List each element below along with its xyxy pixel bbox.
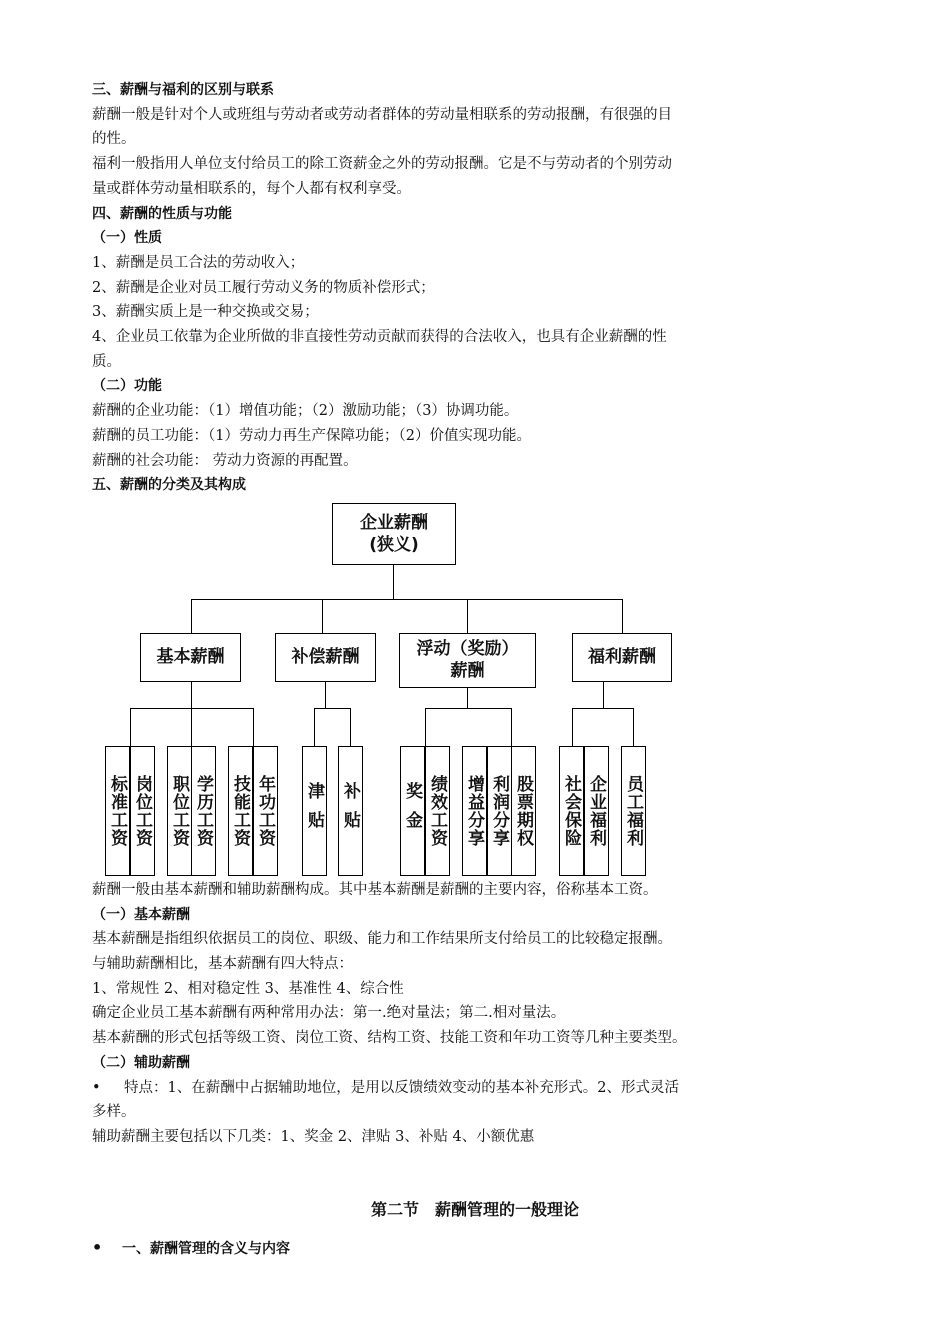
section-2-item-1 [92,1238,290,1258]
stock-option-label: 股票期权 [513,774,533,847]
connector [572,708,573,746]
performance-wage-label: 绩效工资 [427,774,447,847]
basic-salary-features: 1、常规性 2、相对稳定性 3、基准性 4、综合性 [92,980,404,997]
heading-3: 三、薪酬与福利的区别与联系 [92,82,274,98]
aux-salary-features-line2: 多样。 [92,1104,136,1121]
nature-item-3: 3、薪酬实质上是一种交换或交易； [92,304,319,321]
employee-welfare-label: 员工福利 [623,774,643,847]
social-insurance-label: 社会保险 [561,774,581,847]
connector [191,599,622,600]
diagram-social-insurance-box [559,746,584,876]
connector [425,708,426,746]
function-employee: 薪酬的员工功能：（1）劳动力再生产保障功能；（2）价值实现功能。 [92,427,531,444]
connector [253,708,254,746]
connector [350,708,351,746]
bonus-label: 奖金 [402,781,422,840]
section-2-title: 第二节 薪酬管理的一般理论 [370,1200,579,1219]
connector [325,682,326,708]
nature-item-1: 1、薪酬是员工合法的劳动收入； [92,254,305,271]
connector [603,682,604,708]
skill-wage-label: 技能工资 [230,774,250,847]
diagram-welfare-salary-box: 福利薪酬 [572,633,672,682]
connector [314,708,350,709]
diagram-root-box: 企业薪酬 (狭义) [332,503,456,565]
salary-definition-line1: 薪酬一般是针对个人或班组与劳动者或劳动者群体的劳动量相联系的劳动报酬，有很强的目 [92,106,672,123]
connector [322,599,323,633]
diagram-skill-wage-box [228,746,253,876]
nature-item-4-line1: 4、企业员工依靠为企业所做的非直接性劳动贡献而获得的合法收入，也具有企业薪酬的性 [92,329,667,346]
enterprise-welfare-label: 企业福利 [586,774,606,847]
subheading-nature: （一）性质 [92,230,162,247]
aux-salary-features-text: 特点：1、在薪酬中占据辅助地位，是用以反馈绩效变动的基本补充形式。2、形式灵活 [124,1079,679,1096]
diagram-floating-salary-box: 浮动（奖励） 薪酬 [399,633,536,688]
diagram-allowance-box [302,746,327,876]
connector [425,708,511,709]
profit-sharing-label: 利润分享 [489,774,509,847]
diagram-profit-sharing-box [487,746,512,876]
diagram-bonus-box [400,746,425,876]
diagram-basic-salary-box: 基本薪酬 [140,633,241,682]
diagram-subsidy-box [338,746,363,876]
heading-4: 四、薪酬的性质与功能 [92,205,232,222]
diagram-stock-option-box [511,746,536,876]
seniority-wage-label: 年功工资 [255,774,275,847]
connector [467,688,468,708]
bullet-icon: • [92,1238,103,1257]
education-wage-label: 学历工资 [193,774,213,847]
diagram-education-wage-box [191,746,216,876]
diagram-seniority-wage-box [253,746,278,876]
allowance-label: 津贴 [304,781,324,840]
document-body [92,78,782,1150]
bullet-icon: • [92,1079,101,1096]
basic-salary-methods: 确定企业员工基本薪酬有两种常用办法：第一.绝对量法；第二.相对量法。 [92,1005,566,1022]
basic-salary-compare: 与辅助薪酬相比，基本薪酬有四大特点： [92,956,353,973]
connector [622,599,623,633]
aux-salary-features-line1 [92,1076,782,1101]
connector [393,565,394,599]
subheading-aux-salary: （二）辅助薪酬 [92,1054,190,1071]
subheading-function: （二）功能 [92,378,162,395]
post-wage-label: 职位工资 [169,774,189,847]
nature-item-4-line2: 质。 [92,353,121,370]
aux-salary-types: 辅助薪酬主要包括以下几类：1、奖金 2、津贴 3、补贴 4、小额优惠 [92,1128,535,1145]
diagram-position-wage-box [130,746,155,876]
connector [572,708,633,709]
function-enterprise: 薪酬的企业功能：（1）增值功能；（2）激励功能；（3）协调功能。 [92,403,519,420]
nature-item-2: 2、薪酬是企业对员工履行劳动义务的物质补偿形式； [92,279,435,296]
subsidy-label: 补贴 [340,781,360,840]
diagram-performance-wage-box [425,746,450,876]
diagram-compensation-salary-box: 补偿薪酬 [275,633,376,682]
diagram-post-wage-box [167,746,192,876]
standard-wage-label: 标准工资 [107,774,127,847]
diagram-enterprise-welfare-box [584,746,609,876]
connector [467,599,468,633]
connector [191,708,192,746]
connector [511,708,512,746]
heading-5: 五、薪酬的分类及其构成 [92,477,246,494]
connector [633,708,634,746]
welfare-definition-line1: 福利一般指用人单位支付给员工的除工资薪金之外的劳动报酬。它是不与劳动者的个别劳动 [92,156,672,173]
basic-salary-forms: 基本薪酬的形式包括等级工资、岗位工资、结构工资、技能工资和年功工资等几种主要类型。 [92,1030,687,1047]
diagram-standard-wage-box [105,746,130,876]
welfare-definition-line2: 量或群体劳动量相联系的，每个人都有权利享受。 [92,180,411,197]
gain-sharing-label: 增益分享 [464,774,484,847]
structure-intro: 薪酬一般由基本薪酬和辅助薪酬构成。其中基本薪酬是薪酬的主要内容，俗称基本工资。 [92,881,658,898]
connector [191,682,192,708]
diagram-gain-sharing-box [462,746,487,876]
salary-definition-line2: 的性。 [92,131,136,148]
section-2-item-1-text: 一、薪酬管理的含义与内容 [122,1241,290,1257]
diagram-employee-welfare-box [621,746,646,876]
salary-structure-diagram [92,498,782,878]
position-wage-label: 岗位工资 [132,774,152,847]
basic-salary-definition: 基本薪酬是指组织依据员工的岗位、职级、能力和工作结果所支付给员工的比较稳定报酬。 [92,931,672,948]
function-society: 薪酬的社会功能： 劳动力资源的再配置。 [92,452,358,469]
subheading-basic-salary: （一）基本薪酬 [92,906,190,923]
connector [191,599,192,633]
connector [130,708,131,746]
connector [314,708,315,746]
